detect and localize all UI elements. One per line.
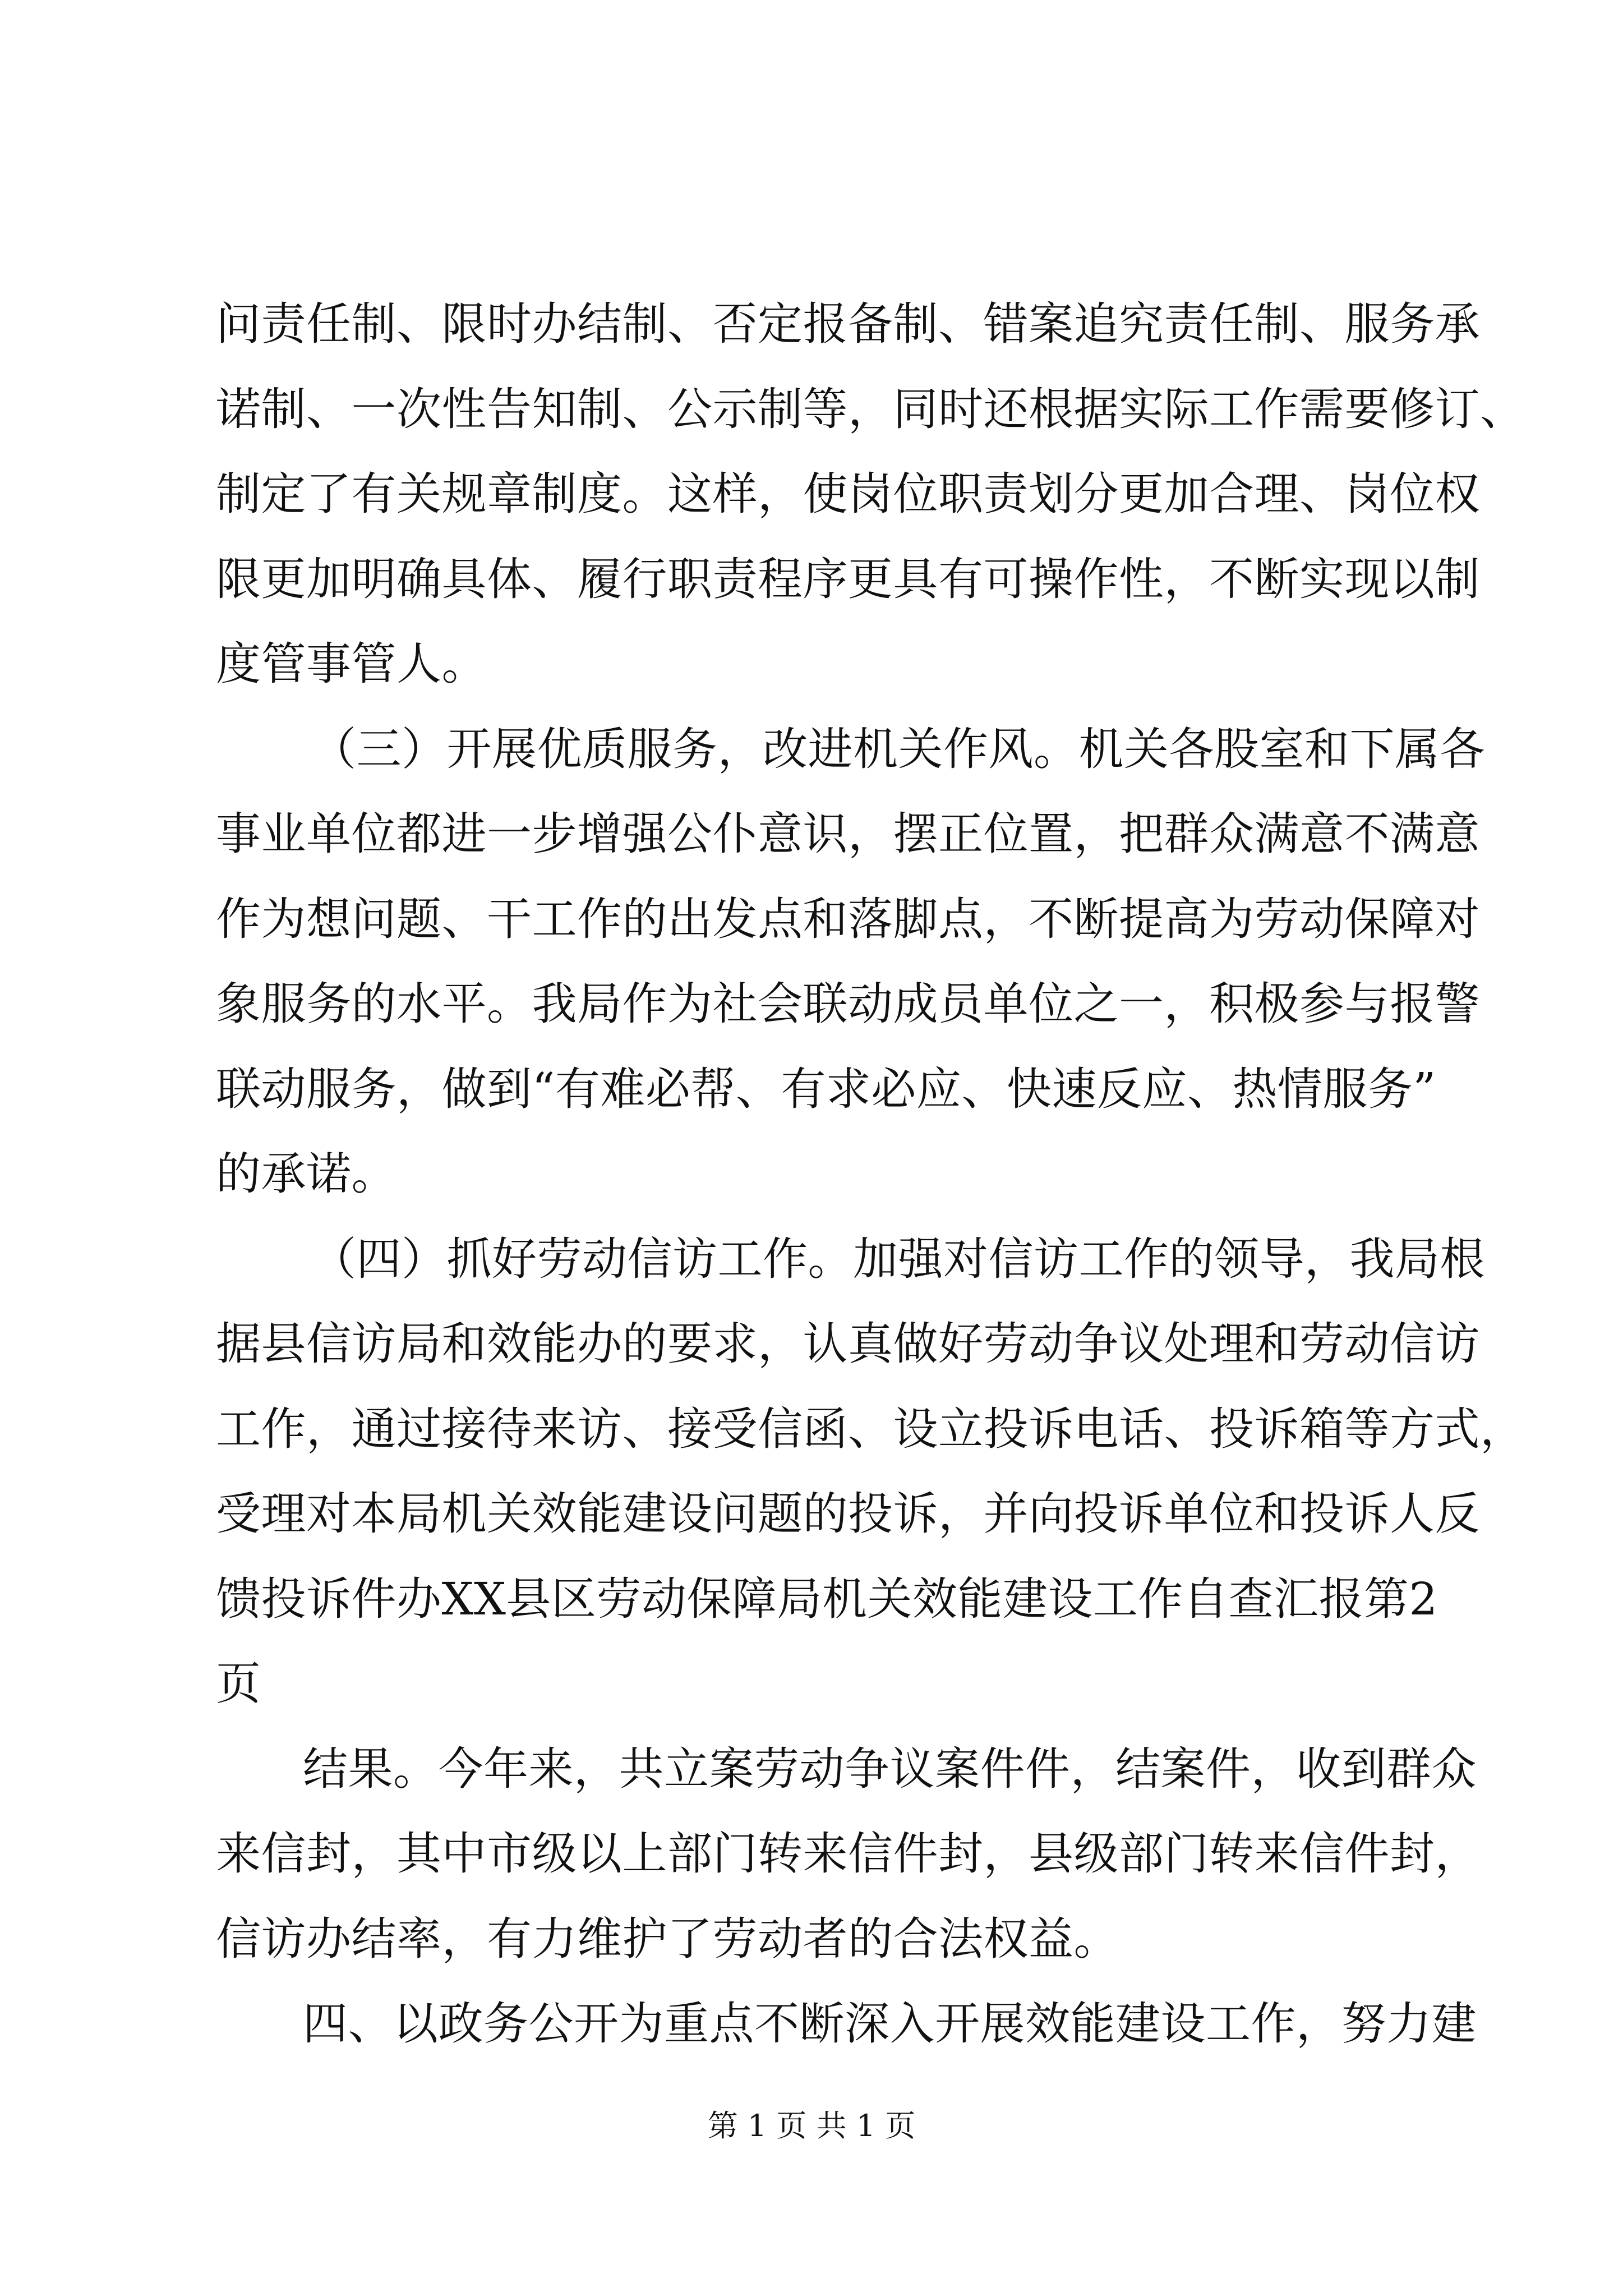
paragraph-heading-line: （三）开展优质服务，改进机关作风。机关各股室和下属各: [311, 723, 1485, 775]
text-line: 的承诺。: [216, 1148, 396, 1200]
text-line: 来信封，其中市级以上部门转来信件封，县级部门转来信件封，: [216, 1828, 1480, 1880]
text-line: 诺制、一次性告知制、公示制等，同时还根据实际工作需要修订、: [216, 383, 1525, 435]
section-heading-line: 四、以政务公开为重点不断深入开展效能建设工作，努力建: [303, 1998, 1477, 2050]
text-line: 问责任制、限时办结制、否定报备制、错案追究责任制、服务承: [216, 298, 1480, 350]
text-line: 受理对本局机关效能建设问题的投诉，并向投诉单位和投诉人反: [216, 1488, 1480, 1540]
text-line: 据县信访局和效能办的要求，认真做好劳动争议处理和劳动信访: [216, 1318, 1480, 1370]
text-line: 度管事管人。: [216, 638, 487, 690]
text-line: 限更加明确具体、履行职责程序更具有可操作性，不断实现以制: [216, 553, 1480, 605]
text-line: 作为想问题、干工作的出发点和落脚点，不断提高为劳动保障对: [216, 893, 1480, 945]
page-footer: 第 1 页 共 1 页: [707, 2108, 916, 2143]
paragraph-first-line: 结果。今年来，共立案劳动争议案件件，结案件，收到群众: [303, 1743, 1477, 1795]
text-line: 事业单位都进一步增强公仆意识，摆正位置，把群众满意不满意: [216, 808, 1480, 860]
text-line: 象服务的水平。我局作为社会联动成员单位之一，积极参与报警: [216, 978, 1480, 1030]
text-line: 联动服务，做到“有难必帮、有求必应、快速反应、热情服务”: [216, 1063, 1436, 1115]
text-line: 信访办结率，有力维护了劳动者的合法权益。: [216, 1913, 1119, 1965]
text-line: 馈投诉件办XX县区劳动保障局机关效能建设工作自查汇报第2: [216, 1573, 1438, 1625]
paragraph-heading-line: （四）抓好劳动信访工作。加强对信访工作的领导，我局根: [311, 1233, 1485, 1285]
text-line: 工作，通过接待来访、接受信函、设立投诉电话、投诉箱等方式，: [216, 1403, 1525, 1455]
text-line: 制定了有关规章制度。这样，使岗位职责划分更加合理、岗位权: [216, 468, 1480, 520]
text-line: 页: [216, 1658, 261, 1710]
